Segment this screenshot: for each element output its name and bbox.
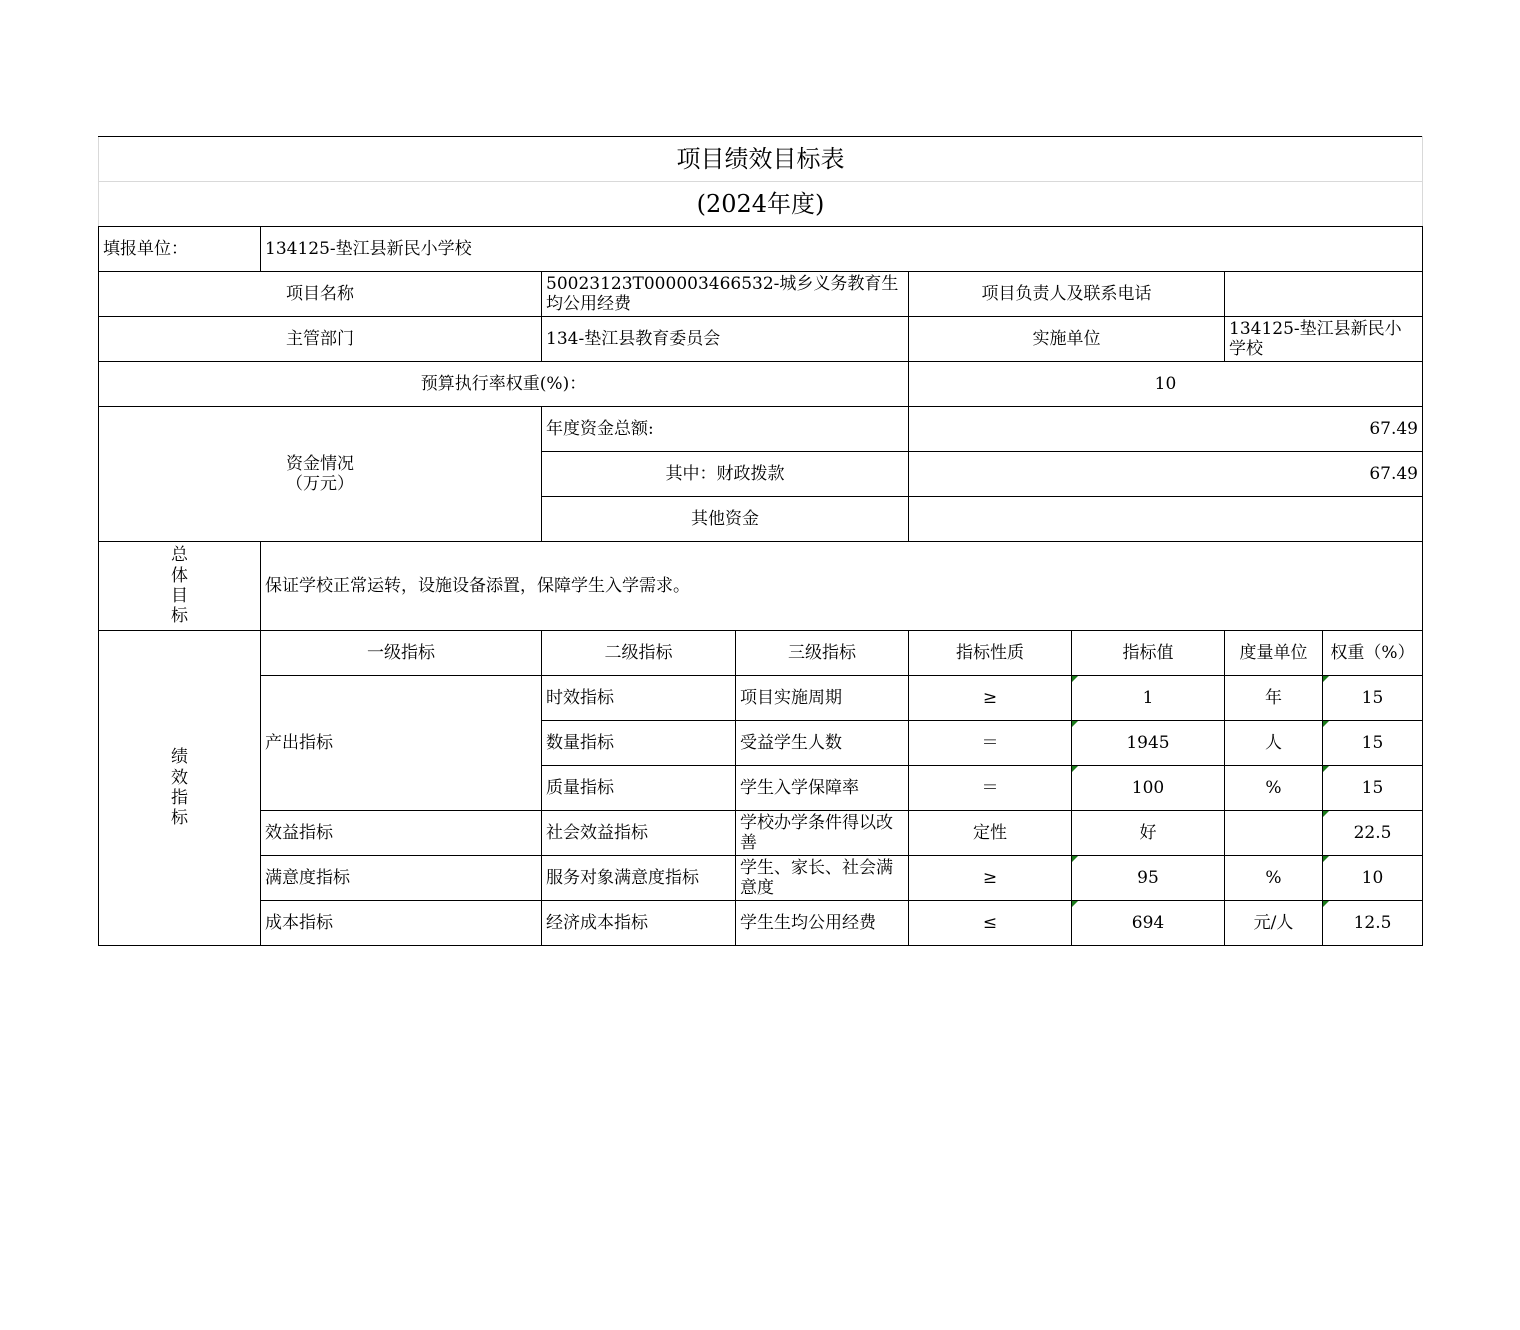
funds-total-label: 年度资金总额: — [542, 407, 909, 452]
dept-label: 主管部门 — [99, 317, 542, 362]
level1-cell: 效益指标 — [261, 811, 542, 856]
nature-cell: ≥ — [909, 856, 1072, 901]
overall-goal-char: 目 — [171, 586, 188, 606]
level3-cell: 学校办学条件得以改善 — [736, 811, 909, 856]
unit-cell: 元/人 — [1225, 901, 1323, 946]
value-cell: 95 — [1072, 856, 1225, 901]
performance-char: 指 — [171, 788, 188, 808]
weight-cell: 10 — [1323, 856, 1423, 901]
level3-cell: 学生生均公用经费 — [736, 901, 909, 946]
level1-cell: 满意度指标 — [261, 856, 542, 901]
budget-weight-value: 10 — [909, 362, 1423, 407]
page-subtitle: (2024年度) — [99, 182, 1423, 227]
funds-other-label: 其他资金 — [542, 497, 909, 542]
value-cell: 1945 — [1072, 721, 1225, 766]
unit-cell: 年 — [1225, 676, 1323, 721]
value-cell: 1 — [1072, 676, 1225, 721]
header-level3: 三级指标 — [736, 631, 909, 676]
header-nature: 指标性质 — [909, 631, 1072, 676]
level3-cell: 学生入学保障率 — [736, 766, 909, 811]
overall-goal-label — [99, 542, 261, 631]
nature-cell: ＝ — [909, 721, 1072, 766]
budget-weight-label: 预算执行率权重(%)： — [99, 362, 909, 407]
performance-char: 效 — [171, 767, 188, 788]
table-row — [99, 811, 1423, 856]
funds-fiscal-label: 其中：财政拨款 — [542, 452, 909, 497]
weight-cell: 15 — [1323, 721, 1423, 766]
level2-cell: 质量指标 — [542, 766, 736, 811]
unit-value: 134125-垫江县新民小学校 — [261, 227, 1423, 272]
funds-other-value — [909, 497, 1423, 542]
overall-goal-char: 标 — [171, 606, 188, 627]
unit-cell: % — [1225, 766, 1323, 811]
performance-char: 绩 — [171, 747, 188, 768]
level2-cell: 社会效益指标 — [542, 811, 736, 856]
performance-char: 标 — [171, 808, 188, 829]
level2-cell: 服务对象满意度指标 — [542, 856, 736, 901]
project-name-label: 项目名称 — [99, 272, 542, 317]
unit-cell — [1225, 811, 1323, 856]
level2-cell: 经济成本指标 — [542, 901, 736, 946]
header-unit: 度量单位 — [1225, 631, 1323, 676]
value-cell: 694 — [1072, 901, 1225, 946]
weight-cell: 12.5 — [1323, 901, 1423, 946]
overall-goal-char: 总 — [171, 545, 188, 566]
weight-cell: 15 — [1323, 766, 1423, 811]
header-weight: 权重（%） — [1323, 631, 1423, 676]
unit-label: 填报单位： — [99, 227, 261, 272]
table-row — [99, 901, 1423, 946]
manager-value — [1225, 272, 1423, 317]
level2-cell: 时效指标 — [542, 676, 736, 721]
dept-value: 134-垫江县教育委员会 — [542, 317, 909, 362]
funds-fiscal-value: 67.49 — [909, 452, 1423, 497]
funds-label — [99, 407, 542, 542]
level3-cell: 项目实施周期 — [736, 676, 909, 721]
value-cell: 好 — [1072, 811, 1225, 856]
nature-cell: ≥ — [909, 676, 1072, 721]
level2-cell: 数量指标 — [542, 721, 736, 766]
weight-cell: 22.5 — [1323, 811, 1423, 856]
nature-cell: ＝ — [909, 766, 1072, 811]
unit-cell: 人 — [1225, 721, 1323, 766]
table-row — [99, 676, 1423, 721]
unit-cell: % — [1225, 856, 1323, 901]
value-cell: 100 — [1072, 766, 1225, 811]
funds-label-line2: （万元） — [286, 474, 354, 494]
header-level1: 一级指标 — [261, 631, 542, 676]
level1-cell: 成本指标 — [261, 901, 542, 946]
table-row — [99, 856, 1423, 901]
funds-total-value: 67.49 — [909, 407, 1423, 452]
header-value: 指标值 — [1072, 631, 1225, 676]
nature-cell: 定性 — [909, 811, 1072, 856]
impl-value: 134125-垫江县新民小学校 — [1225, 317, 1423, 362]
level1-cell: 产出指标 — [261, 676, 542, 811]
header-level2: 二级指标 — [542, 631, 736, 676]
nature-cell: ≤ — [909, 901, 1072, 946]
overall-goal-char: 体 — [171, 565, 188, 586]
page-title: 项目绩效目标表 — [99, 137, 1423, 182]
performance-label — [99, 631, 261, 946]
level3-cell: 受益学生人数 — [736, 721, 909, 766]
performance-target-table — [98, 136, 1423, 946]
funds-label-line1: 资金情况 — [286, 453, 354, 474]
manager-label: 项目负责人及联系电话 — [909, 272, 1225, 317]
project-name-value: 50023123T000003466532-城乡义务教育生均公用经费 — [542, 272, 909, 317]
overall-goal-text: 保证学校正常运转，设施设备添置，保障学生入学需求。 — [261, 542, 1423, 631]
level3-cell: 学生、家长、社会满意度 — [736, 856, 909, 901]
weight-cell: 15 — [1323, 676, 1423, 721]
impl-label: 实施单位 — [909, 317, 1225, 362]
